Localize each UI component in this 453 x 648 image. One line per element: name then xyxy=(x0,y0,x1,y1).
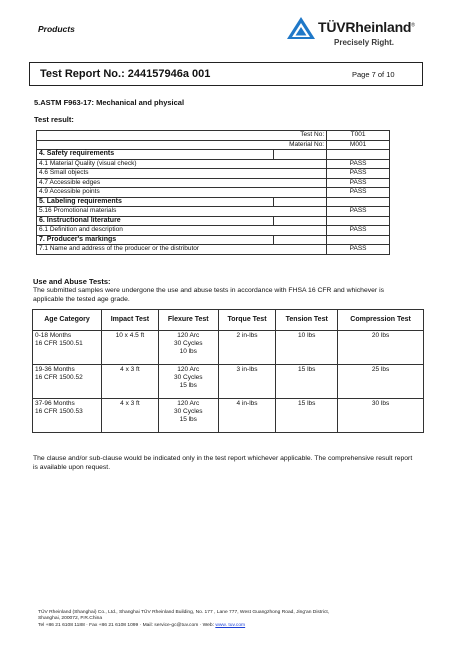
use-abuse-description: The submitted samples were undergone the use and abuse tests in accordance with FHSA 16 CFR and whichever is applicable the tested age grade. xyxy=(33,287,384,303)
footer-address-line1: TÜV Rheinland (Shanghai) Co., Ltd., Shanghai TÜV Rheinland Building, No. 177 , Lane 777, West Guangzhong Road, Jing'an District, xyxy=(38,610,330,615)
column-header: Compression Test xyxy=(338,310,424,331)
age-line: 19-36 Months xyxy=(35,366,75,373)
age-category-cell xyxy=(33,365,102,399)
flexure-line: 15 lbs xyxy=(179,382,197,389)
material-no-label: Material No: xyxy=(37,140,327,150)
empty-cell xyxy=(274,150,327,160)
clause-label: 4.9 Accessible points xyxy=(37,188,327,198)
brand-name xyxy=(318,19,415,35)
clause-label: 5.16 Promotional materials xyxy=(37,207,327,217)
use-abuse-title: Use and Abuse Tests: xyxy=(33,277,111,286)
age-line: 16 CFR 1500.52 xyxy=(35,374,83,381)
tuv-triangle-logo-icon xyxy=(286,16,316,40)
column-header: Flexure Test xyxy=(158,310,218,331)
registered-mark: ® xyxy=(411,22,415,29)
tension-cell: 15 lbs xyxy=(276,399,338,433)
tension-cell: 15 lbs xyxy=(276,365,338,399)
age-line: 0-18 Months xyxy=(35,332,72,339)
table-row xyxy=(37,188,390,198)
report-title: Test Report No.: 244157946a 001 xyxy=(40,68,211,80)
section-header-row xyxy=(37,197,390,207)
flexure-line: 120 Arc xyxy=(177,332,200,339)
empty-cell xyxy=(274,235,327,245)
section-title: 5.ASTM F963-17: Mechanical and physical xyxy=(34,98,185,107)
section-header-cell: 4. Safety requirements xyxy=(37,150,274,160)
empty-cell xyxy=(327,150,390,160)
column-header: Age Category xyxy=(33,310,102,331)
flexure-cell xyxy=(158,399,218,433)
section-header-row xyxy=(37,150,390,160)
column-header: Impact Test xyxy=(102,310,159,331)
clause-label: 7.1 Name and address of the producer or the distributor xyxy=(37,245,327,255)
page-number: Page 7 of 10 xyxy=(352,70,395,79)
flexure-line: 15 lbs xyxy=(179,416,197,423)
age-category-cell xyxy=(33,331,102,365)
torque-cell: 4 in-lbs xyxy=(218,399,276,433)
flexure-line: 120 Arc xyxy=(177,366,200,373)
result-cell: PASS xyxy=(327,169,390,179)
clause-label: 6.1 Definition and description xyxy=(37,226,327,236)
result-cell: PASS xyxy=(327,245,390,255)
impact-cell: 10 x 4.5 ft xyxy=(102,331,159,365)
flexure-cell xyxy=(158,365,218,399)
section-header-row xyxy=(37,216,390,226)
material-no-value: M001 xyxy=(327,140,390,150)
table-row xyxy=(37,178,390,188)
compression-cell: 20 lbs xyxy=(338,331,424,365)
test-result-label: Test result: xyxy=(34,115,74,124)
result-cell: PASS xyxy=(327,207,390,217)
flexure-line: 10 lbs xyxy=(179,348,197,355)
empty-cell xyxy=(274,197,327,207)
torque-cell: 2 in-lbs xyxy=(218,331,276,365)
age-category-cell xyxy=(33,399,102,433)
clause-label: 4.7 Accessible edges xyxy=(37,178,327,188)
footer-contact: Tel +86 21 6108 1188 · Fax +86 21 6108 1099 · Mail: service-gc@tuv.com · Web: xyxy=(38,622,216,628)
footer xyxy=(38,610,428,629)
test-no-row xyxy=(37,131,390,141)
table-row xyxy=(33,365,424,399)
test-no-label: Test No: xyxy=(37,131,327,141)
table-header-row xyxy=(33,310,424,331)
section-header-cell: 5. Labeling requirements xyxy=(37,197,274,207)
result-cell: PASS xyxy=(327,188,390,198)
age-line: 16 CFR 1500.53 xyxy=(35,408,83,415)
impact-cell: 4 x 3 ft xyxy=(102,365,159,399)
results-table xyxy=(36,130,390,255)
brand-slogan: Precisely Right. xyxy=(334,38,395,47)
section-header-cell: 6. Instructional literature xyxy=(37,216,274,226)
result-cell: PASS xyxy=(327,178,390,188)
empty-cell xyxy=(274,216,327,226)
tension-cell: 10 lbs xyxy=(276,331,338,365)
torque-cell: 3 in-lbs xyxy=(218,365,276,399)
website-link[interactable]: www. tuv.com xyxy=(215,622,246,628)
flexure-line: 30 Cycles xyxy=(173,408,203,415)
brand-text: TÜVRheinland xyxy=(318,19,412,35)
table-row xyxy=(37,169,390,179)
products-label: Products xyxy=(38,24,75,34)
compression-cell: 25 lbs xyxy=(338,365,424,399)
compression-cell: 30 lbs xyxy=(338,399,424,433)
impact-cell: 4 x 3 ft xyxy=(102,399,159,433)
clause-note: The clause and/or sub-clause would be indicated only in the test report whichever applicable. The comprehensive result report is available upon request. xyxy=(33,455,413,471)
clause-label: 4.6 Small objects xyxy=(37,169,327,179)
section-header-row xyxy=(37,235,390,245)
empty-cell xyxy=(327,216,390,226)
flexure-cell xyxy=(158,331,218,365)
section-header-cell: 7. Producer's markings xyxy=(37,235,274,245)
use-abuse-table xyxy=(32,309,424,433)
clause-label: 4.1 Material Quality (visual check) xyxy=(37,159,327,169)
test-no-value: T001 xyxy=(327,131,390,141)
table-row xyxy=(33,399,424,433)
empty-cell xyxy=(327,197,390,207)
flexure-line: 30 Cycles xyxy=(173,340,203,347)
flexure-line: 120 Arc xyxy=(177,400,200,407)
table-row xyxy=(33,331,424,365)
material-no-row xyxy=(37,140,390,150)
footer-address-line2: Shanghai, 200072, P.R.China xyxy=(38,616,103,622)
result-cell: PASS xyxy=(327,159,390,169)
column-header: Tension Test xyxy=(276,310,338,331)
table-row xyxy=(37,207,390,217)
table-row xyxy=(37,245,390,255)
empty-cell xyxy=(327,235,390,245)
footer-contact-line xyxy=(38,623,428,629)
column-header: Torque Test xyxy=(218,310,276,331)
table-row xyxy=(37,226,390,236)
result-cell: PASS xyxy=(327,226,390,236)
age-line: 16 CFR 1500.51 xyxy=(35,340,83,347)
age-line: 37-96 Months xyxy=(35,400,75,407)
flexure-line: 30 Cycles xyxy=(173,374,203,381)
table-row xyxy=(37,159,390,169)
